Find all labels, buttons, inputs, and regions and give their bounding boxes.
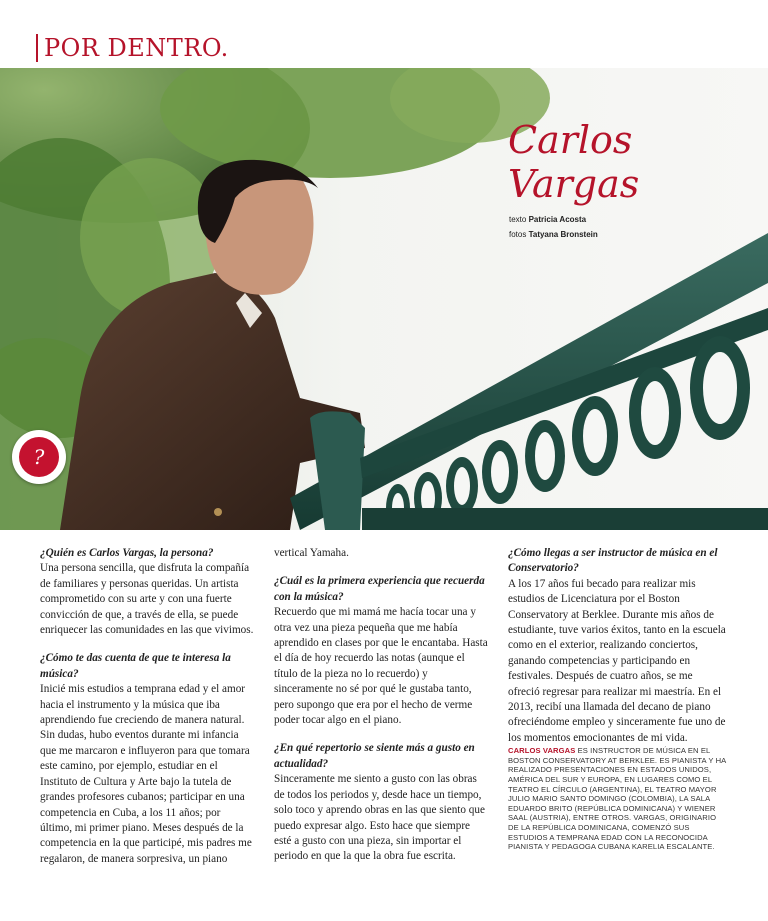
interview-answer: Inicié mis estudios a temprana edad y el amor hacia el instrumento y la música que iba aprendiendo fue creciendo de manera natural. Sin dudas, hubo eventos durante mi infancia que me marcaron e influyeron para que tomara este camino, por ejemplo, estudiar en el Instituto de Cultura y Arte bajo la tutela de grandes profesores cubanos; participar en una competencia en Cuba, a los 11 años; por último, mi primer piano. Meses después de la competencia en la que participé, mis padres me regalaron, de manera sorpresiva, un piano bbox=[40, 683, 252, 865]
article-headline bbox=[508, 118, 639, 206]
portrait-photo-illustration bbox=[0, 68, 768, 530]
credit-photo-author: Tatyana Bronstein bbox=[528, 230, 598, 239]
author-bio bbox=[508, 746, 726, 852]
credit-text-label: texto bbox=[509, 215, 527, 224]
question-mark-icon: ? bbox=[19, 437, 59, 477]
section-header bbox=[36, 28, 229, 68]
interview-answer: Una persona sencilla, que disfruta la compañía de familiares y personas queridas. Un artista comprometido con su arte y con una fuerte convicción de que, a través de ella, se puede enriquecer las comunidades en las que vivimos. bbox=[40, 562, 254, 637]
article-credits bbox=[509, 212, 598, 242]
bio-text: ES INSTRUCTOR DE MÚSICA EN EL BOSTON CONSERVATORY AT BERKLEE. ES PIANISTA Y HA REALIZADO PRESENTACIONES EN ESTADOS UNIDOS, AMÉRICA DEL SUR Y EUROPA, EN LUGARES COMO EL TEATRO EL CÍRCULO (ARGENTINA), EL TEATRO MAYOR JULIO MARIO SANTO DOMINGO (COLOMBIA), LA SALA EDUARDO BRITO (REPÚBLICA DOMINICANA) Y WIENER SAAL (AUSTRIA), ENTRE OTROS. VARGAS, ORIGINARIO DE LA REPÚBLICA DOMINICANA, COMENZÓ SUS ESTUDIOS A TEMPRANA EDAD CON LA RECONOCIDA PIANISTA Y PEDAGOGA CUBANA KARELIA ESCALANTE. bbox=[508, 746, 726, 852]
credit-text bbox=[509, 212, 598, 227]
interview-question: ¿Cómo te das cuenta de que te interesa la música? bbox=[40, 652, 231, 680]
text-column-1 bbox=[40, 546, 254, 867]
headline-last-name: Vargas bbox=[508, 162, 640, 206]
interview-question: ¿En qué repertorio se siente más a gusto en actualidad? bbox=[274, 742, 475, 770]
interview-answer: Recuerdo que mi mamá me hacía tocar una y otra vez una pieza pequeña que me había aprendido en clases por que le encantaba. Hasta el día de hoy recuerdo las notas (aunque el título de la pieza no lo recuerdo) y sinceramente no sé por qué le gustaba tanto, pero supongo que era por el hecho de verme poder tocar algo en el piano. bbox=[274, 606, 488, 727]
interview-answer: Sinceramente me siento a gusto con las obras de todos los periodos y, desde hace un tiempo, solo toco y aprendo obras en las que siento que puedo expresar algo. Esto hace que siempre esté a gusto con una pieza, sin importar el periodo en que la que la obra fue escrita. bbox=[274, 773, 485, 863]
interview-question: ¿Quién es Carlos Vargas, la persona? bbox=[40, 547, 214, 559]
credit-photo-label: fotos bbox=[509, 230, 527, 239]
interview-question: ¿Cómo llegas a ser instructor de música en el Conservatorio? bbox=[508, 547, 718, 575]
section-accent-bar bbox=[36, 34, 38, 62]
continued-text: vertical Yamaha. bbox=[274, 547, 349, 559]
hero-photo bbox=[0, 68, 768, 530]
question-badge bbox=[12, 430, 66, 484]
credit-photo bbox=[509, 227, 598, 242]
interview-question: ¿Cuál es la primera experiencia que recuerda con la música? bbox=[274, 575, 485, 603]
bio-name: CARLOS VARGAS bbox=[508, 746, 576, 756]
interview-answer: A los 17 años fui becado para realizar mis estudios de Licenciatura por el Boston Conservatory at Berklee. Durante mis años de estudiante, tuve varios éxitos, tanto en la escuela como en el exterior, realizando conciertos, ganando competencias y participando en festivales. Después de cuatro años, se me ofreció regresar para realizar mi maestría. En el 2013, recibí una llamada del decano de piano ofreciéndome empleo y sinceramente fue uno de los momentos emocionantes de mi vida. bbox=[508, 577, 726, 744]
text-column-2 bbox=[274, 546, 488, 865]
text-column-3 bbox=[508, 546, 726, 852]
headline-first-name: Carlos bbox=[508, 118, 633, 162]
credit-text-author: Patricia Acosta bbox=[528, 215, 587, 224]
section-title: POR DENTRO. bbox=[44, 34, 229, 62]
